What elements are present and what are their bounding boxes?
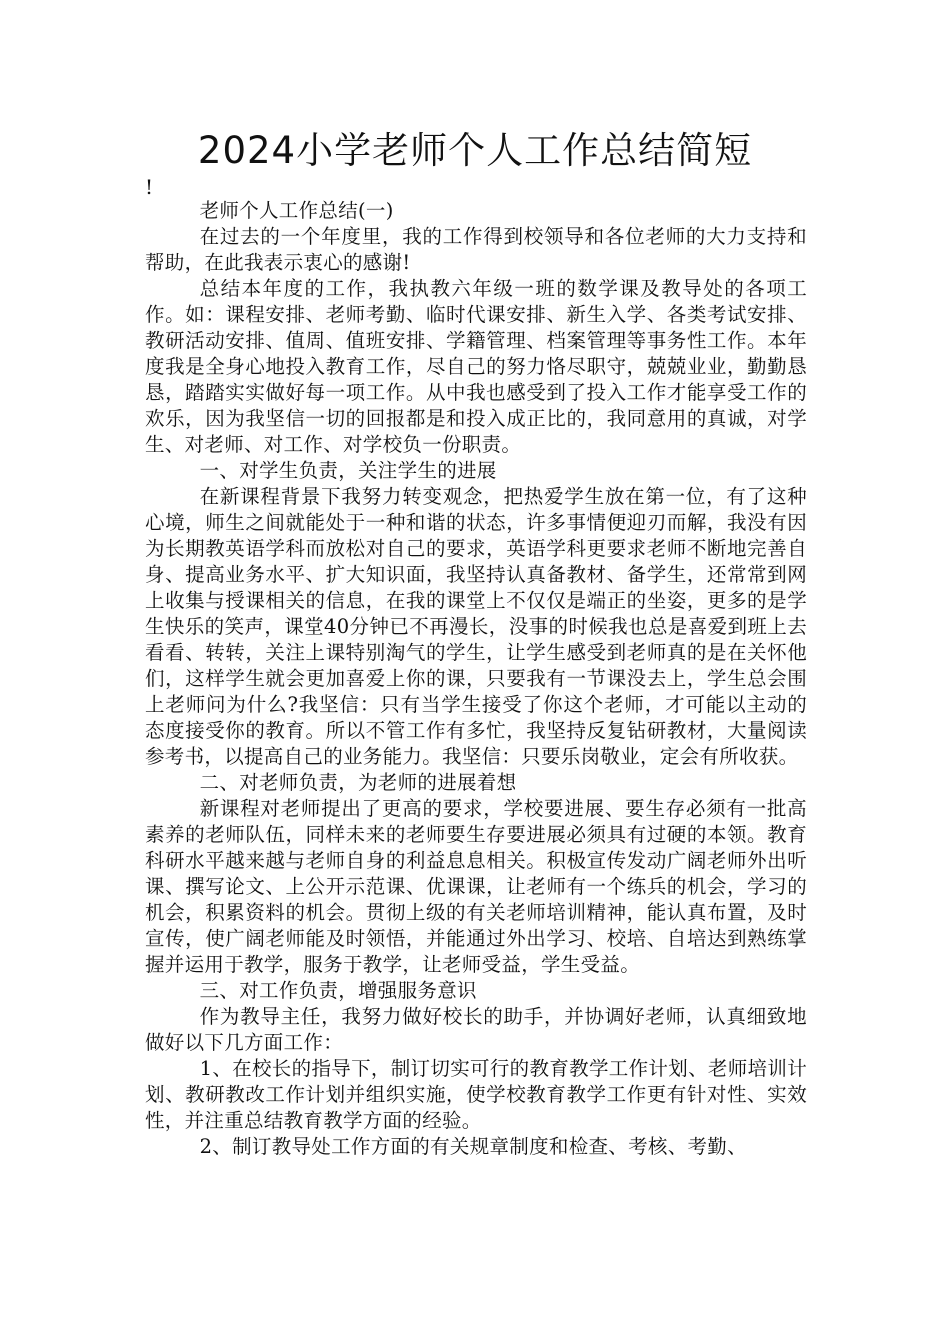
list-item: 2、制订教导处工作方面的有关规章制度和检查、考核、考勤、 xyxy=(199,1135,747,1158)
paragraph: 总结本年度的工作，我执教六年级一班的数学课及教导处的各项工作。如：课程安排、老师考勤、临时代课安排、新生入学、各类考试安排、教研活动安排、值周、值班安排、学籍管理、档案管理等事务性工作。本年度我是全身心地投入教育工作，尽自己的努力恪尽职守，兢兢业业，勤勤恳恳，踏踏实实做好每一项工作。从中我也感受到了投入工作才能享受工作的欢乐，因为我坚信一切的回报都是和投入成正比的，我同意用的真诚，对学生、对老师、对工作、对学校负一份职责。 xyxy=(145,277,807,456)
section-heading: 三、对工作负责，增强服务意识 xyxy=(199,979,477,1002)
document-title: 2024小学老师个人工作总结简短 xyxy=(197,129,753,172)
paragraph: 在新课程背景下我努力转变观念，把热爱学生放在第一位，有了这种心境，师生之间就能处于一种和谐的状态，许多事情便迎刃而解，我没有因为长期教英语学科而放松对自己的要求，英语学科更要求老师不断地完善自身、提高业务水平、扩大知识面，我坚持认真备教材、备学生，还常常到网上收集与授课相关的信息，在我的课堂上不仅仅是端正的坐姿，更多的是学生快乐的笑声，课堂40分钟已不再漫长，没事的时候我也总是喜爱到班上去看看、转转，关注上课特别淘气的学生，让学生感受到老师真的是在关怀他们，这样学生就会更加喜爱上你的课，只要我有一节课没去上，学生总会围上老师问为什么?我坚信：只有当学生接受了你这个老师，才可能以主动的态度接受你的教育。所以不管工作有多忙，我坚持反复钻研教材，大量阅读参考书，以提高自己的业务能力。我坚信：只要乐岗敬业，定会有所收获。 xyxy=(145,485,807,768)
paragraph: 在过去的一个年度里，我的工作得到校领导和各位老师的大力支持和帮助，在此我表示衷心的感谢! xyxy=(145,225,807,274)
paragraph: 新课程对老师提出了更高的要求，学校要进展、要生存必须有一批高素养的老师队伍，同样未来的老师要生存要进展必须具有过硬的本领。教育科研水平越来越与老师自身的利益息息相关。积极宣传发动广阔老师外出听课、撰写论文、上公开示范课、优课课，让老师有一个练兵的机会，学习的机会，积累资料的机会。贯彻上级的有关老师培训精神，能认真布置，及时宣传，使广阔老师能及时领悟，并能通过外出学习、校培、自培达到熟练掌握并运用于教学，服务于教学，让老师受益，学生受益。 xyxy=(145,797,807,976)
exclamation-mark: ! xyxy=(145,175,154,199)
section-heading: 老师个人工作总结(一) xyxy=(199,199,394,222)
document-body xyxy=(145,198,807,1160)
section-heading: 一、对学生负责，关注学生的进展 xyxy=(199,459,497,482)
section-heading: 二、对老师负责，为老师的进展着想 xyxy=(199,771,517,794)
paragraph: 作为教导主任，我努力做好校长的助手，并协调好老师，认真细致地做好以下几方面工作： xyxy=(145,1005,807,1054)
list-item: 1、在校长的指导下，制订切实可行的教育教学工作计划、老师培训计划、教研教改工作计划并组织实施，使学校教育教学工作更有针对性、实效性，并注重总结教育教学方面的经验。 xyxy=(145,1057,807,1132)
